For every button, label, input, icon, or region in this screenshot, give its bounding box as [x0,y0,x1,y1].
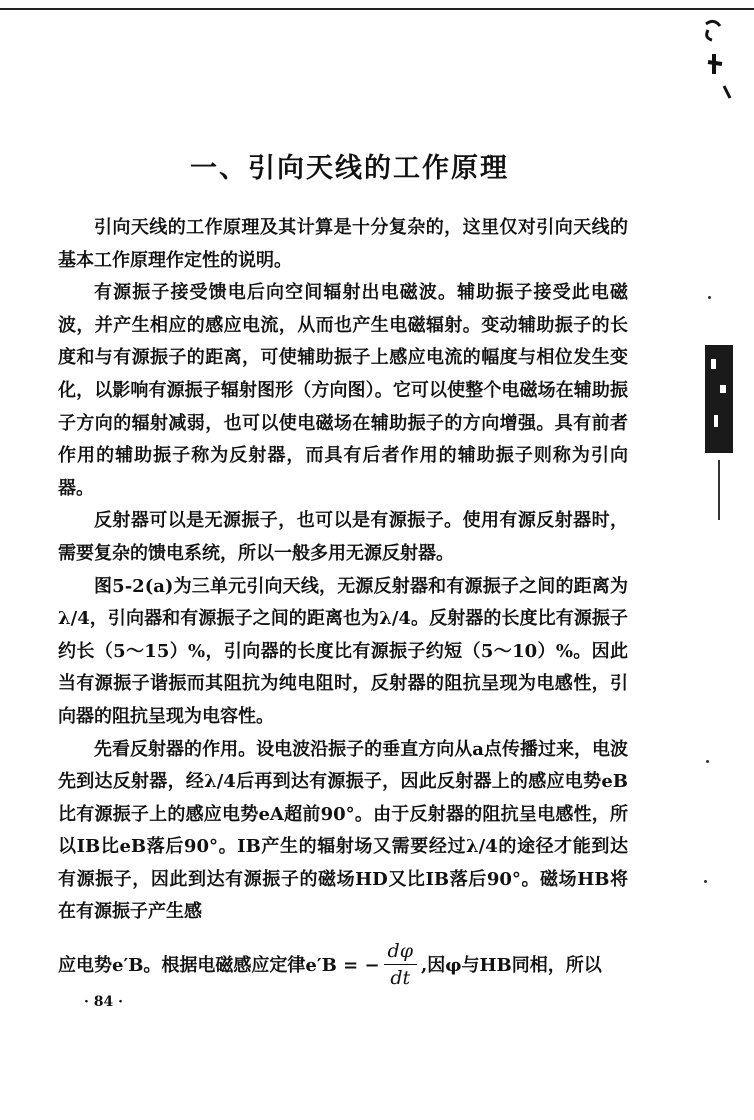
paragraph: 图5-2(a)为三单元引向天线，无源反射器和有源振子之间的距离为λ/4，引向器和有源振子之间的距离也为λ/4。反射器的长度比有源振子约长（5～15）%，引向器的长度比有源振子约短（5～10）%。因此当有源振子谐振而其阻抗为纯电阻时，反射器的阻抗呈现为电感性，引向器的阻抗呈现为电容性。 [58,575,628,727]
scan-speck [708,296,711,299]
fraction-numerator: dφ [384,940,417,965]
scan-corner-marks [700,14,740,104]
top-border-line [0,8,754,10]
binding-edge-tick [718,460,720,520]
derivative-fraction [384,940,417,989]
paragraph: 引向天线的工作原理及其计算是十分复杂的，这里仅对引向天线的基本工作原理作定性的说明。 [58,217,628,271]
section-heading: 一、引向天线的工作原理 [190,153,509,184]
formula-text-before: 应电势e′B。根据电磁感应定律e′B = − [58,955,380,977]
scan-speck [706,760,709,763]
scan-speck [704,880,707,883]
body-text [58,212,628,993]
paragraph: 反射器可以是无源振子，也可以是有源振子。使用有源反射器时，需要复杂的馈电系统，所以一般多用无源反射器。 [58,510,628,564]
formula-text-after: ,因φ与HB同相，所以 [421,955,602,977]
formula-line [58,935,628,993]
binding-edge-mark [705,345,733,453]
page-number: · 84 · [84,994,123,1010]
paragraph: 先看反射器的作用。设电波沿振子的垂直方向从a点传播过来，电波先到达反射器，经λ/4后再到达有源振子，因此反射器上的感应电势eB比有源振子上的感应电势eA超前90°。由于反射器的阻抗呈电感性，所以IB比eB落后90°。IB产生的辐射场又需要经过λ/4的途径才能到达有源振子，因此到达有源振子的磁场HD又比IB落后90°。磁场HB将在有源振子产生感 [58,738,628,923]
paragraph: 有源振子接受馈电后向空间辐射出电磁波。辅助振子接受此电磁波，并产生相应的感应电流，从而也产生电磁辐射。变动辅助振子的长度和与有源振子的距离，可使辅助振子上感应电流的幅度与相位发生变化，以影响有源振子辐射图形（方向图）。它可以使整个电磁场在辅助振子方向的辐射减弱，也可以使电磁场在辅助振子的方向增强。具有前者作用的辅助振子称为反射器，而具有后者作用的辅助振子则称为引向器。 [58,282,628,499]
fraction-denominator: dt [390,966,411,989]
